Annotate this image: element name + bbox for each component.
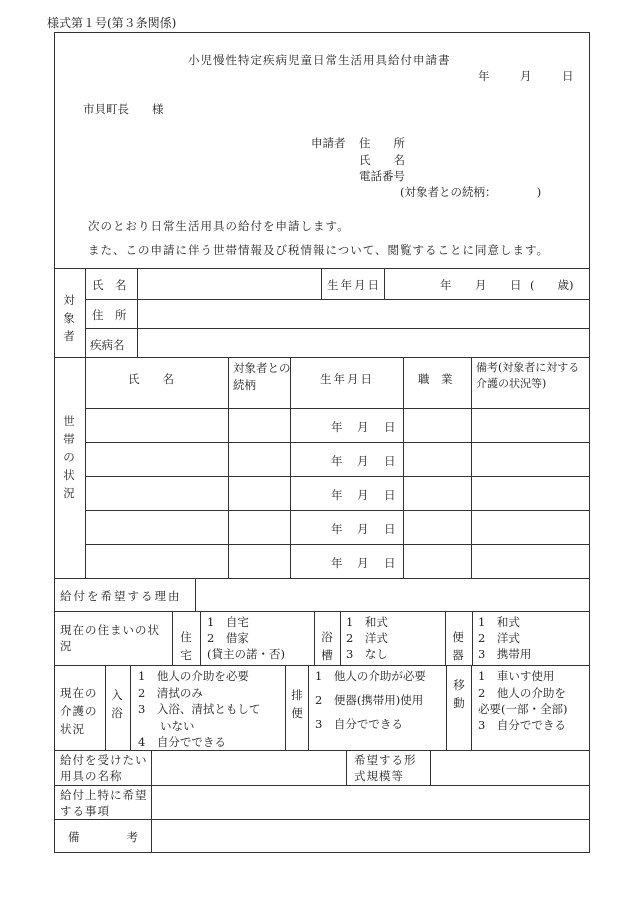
household-header-name: 氏 名 — [128, 372, 174, 386]
household-row-day: 日 — [384, 488, 396, 502]
toilet-option-3: 3 携帯用 — [478, 647, 532, 661]
applicant-phone-label: 電話番号 — [359, 169, 405, 183]
household-row-day: 日 — [384, 454, 396, 468]
residence-label: 現在の住まいの状況 — [60, 623, 160, 653]
care-move-option-2: 2 他人の介助を — [478, 686, 566, 700]
subject-address-label: 住 所 — [92, 308, 127, 322]
residence-bath-label: 浴槽 — [321, 630, 333, 662]
care-excretion-option-3: 3 自分でできる — [315, 717, 403, 731]
care-bath-option-2: 2 清拭のみ — [138, 686, 203, 700]
household-row-month: 月 — [357, 522, 369, 536]
care-bath-option-4: 4 自分でできる — [138, 735, 226, 749]
residence-house-label: 住宅 — [180, 630, 192, 662]
care-excretion-option-2: 2 便器(携帯用)使用 — [315, 693, 424, 707]
household-row-year: 年 — [331, 556, 343, 570]
bath-option-3: 3 なし — [346, 647, 388, 661]
household-row-month: 月 — [357, 556, 369, 570]
care-excretion-label: 排便 — [291, 688, 303, 720]
household-row-year: 年 — [331, 420, 343, 434]
toilet-option-1: 1 和式 — [478, 615, 520, 629]
household-header-relation: 対象者との続柄 — [233, 361, 291, 392]
household-row-year: 年 — [331, 488, 343, 502]
subject-section-label: 対象者 — [63, 293, 75, 343]
applicant-address-label: 住 所 — [359, 136, 405, 150]
subject-birth-label: 生年月日 — [327, 278, 381, 292]
care-excretion-option-1: 1 他人の介助が必要 — [315, 669, 426, 683]
care-label: 現在の介護の状況 — [60, 686, 98, 736]
equipment-request-label: 給付上特に希望する事項 — [60, 788, 148, 818]
date-day: 日 — [562, 69, 574, 83]
household-header-notes: 備考(対象者に対する介護の状況等) — [476, 361, 580, 390]
care-bath-option-3-cont: いない — [160, 719, 195, 733]
bath-option-2: 2 洋式 — [346, 631, 388, 645]
notes-label: 備 考 — [68, 830, 146, 844]
house-option-2: 2 借家 — [207, 631, 249, 645]
applicant-relation: (対象者との続柄： ) — [400, 185, 542, 199]
subject-age: ( 歳) — [530, 278, 574, 292]
subject-disease-label: 疾病名 — [90, 338, 125, 352]
applicant-name-label: 氏 名 — [359, 153, 405, 167]
date-month: 月 — [520, 69, 532, 83]
household-row-day: 日 — [384, 556, 396, 570]
date-year: 年 — [478, 69, 490, 83]
household-row-year: 年 — [331, 522, 343, 536]
care-move-option-1: 1 車いす使用 — [478, 669, 555, 683]
house-option-3: (貸主の諾・否) — [207, 647, 285, 661]
household-row-day: 日 — [384, 522, 396, 536]
applicant-label: 申請者 — [311, 136, 346, 150]
reason-label: 給付を希望する理由 — [60, 589, 182, 603]
subject-birth-month: 月 — [475, 278, 487, 292]
household-header-job: 職 業 — [418, 372, 453, 386]
care-bath-label: 入浴 — [111, 688, 123, 720]
addressee: 市貝町長 様 — [83, 102, 164, 116]
subject-name-label: 氏 名 — [92, 278, 127, 292]
form-number: 様式第１号(第３条関係) — [47, 16, 177, 30]
household-row-day: 日 — [384, 420, 396, 434]
residence-toilet-label: 便器 — [452, 630, 464, 662]
subject-birth-day: 日 — [510, 278, 522, 292]
household-section-label: 世帯の状況 — [63, 414, 75, 500]
household-row-year: 年 — [331, 454, 343, 468]
household-row-month: 月 — [357, 420, 369, 434]
household-header-birth: 生年月日 — [320, 372, 374, 386]
bath-option-1: 1 和式 — [346, 615, 388, 629]
household-row-month: 月 — [357, 454, 369, 468]
household-row-month: 月 — [357, 488, 369, 502]
care-move-label: 移動 — [453, 678, 465, 710]
subject-birth-year: 年 — [440, 278, 452, 292]
care-move-option-2-cont: 必要(一部・全部) — [478, 702, 568, 716]
care-bath-option-1: 1 他人の介助を必要 — [138, 669, 249, 683]
toilet-option-2: 2 洋式 — [478, 631, 520, 645]
house-option-1: 1 自宅 — [207, 615, 249, 629]
care-move-option-3: 3 自分でできる — [478, 718, 566, 732]
care-bath-option-3: 3 入浴、清拭ともして — [138, 702, 261, 716]
statement-line-1: 次のとおり日常生活用具の給付を申請します。 — [88, 219, 350, 233]
form-title: 小児慢性特定疾病児童日常生活用具給付申請書 — [188, 53, 451, 67]
equipment-name-label: 給付を受けたい用具の名称 — [60, 753, 148, 783]
statement-line-2: また、この申請に伴う世帯情報及び税情報について、閲覧することに同意します。 — [88, 243, 550, 257]
equipment-spec-label: 希望する形式規模等 — [354, 753, 417, 783]
